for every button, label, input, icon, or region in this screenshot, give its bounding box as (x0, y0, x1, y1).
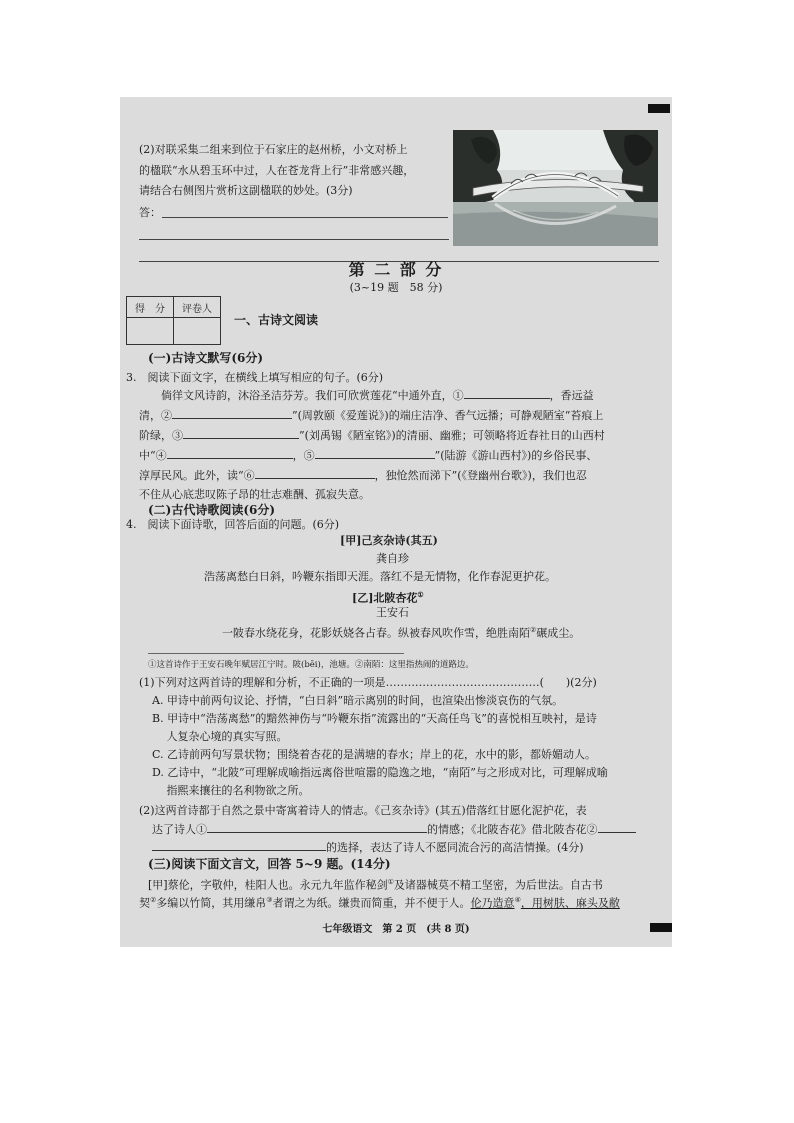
poem1-text: 浩荡离愁白日斜，吟鞭东指即天涯。落红不是无情物，化作春泥更护花。 (204, 570, 556, 583)
q2-answer-label: 答： (139, 206, 161, 219)
score-table (126, 296, 221, 345)
q2-line2: 的楹联“水从碧玉环中过，人在苍龙背上行”非常感兴趣， (139, 164, 415, 177)
q4-option-c[interactable]: C. 乙诗前两句写景状物；围绕着杏花的是满塘的春水；岸上的花，水中的影，都娇媚动人。 (152, 748, 597, 761)
exam-page (120, 97, 672, 947)
q3-line3: 清，② ”(周敦颐《爱莲说》)的端庄洁净、香气远播；可静观陋室“苔痕上 (139, 409, 604, 422)
poem2-text: 一陂春水绕花身，花影妖娆各占春。纵被春风吹作雪，绝胜南陌②碾成尘。 (222, 626, 581, 640)
q3-line5: 中“④ ，⑤ ”(陆游《游山西村》)的乡俗民事、 (139, 449, 598, 462)
q5-passage-line1: [甲]蔡伦，字敬仲，桂阳人也。永元九年监作秘剑①及诸器械莫不精工坚密，为后世法。自古书 (148, 878, 603, 892)
registration-mark-top (648, 104, 670, 113)
q4-sub1: (1)下列对这两首诗的理解和分析，不正确的一项是……………………………………( )(2分) (139, 676, 597, 689)
score-cell[interactable] (127, 318, 174, 345)
q3-instruction: 3. 阅读下面文字，在横线上填写相应的句子。(6分) (126, 371, 384, 384)
part-two-title: 第 二 部 分 (348, 260, 444, 279)
score-header: 得 分 (127, 297, 174, 318)
blank-3[interactable] (183, 427, 299, 439)
q4-option-d-line2: 指熙来攘往的名利物欲之所。 (152, 784, 310, 797)
poem2-title: [乙]北陂杏花① (352, 590, 424, 605)
q2-line1: (2)对联采集二组来到位于石家庄的赵州桥，小文对桥上 (139, 143, 408, 156)
poem2-author: 王安石 (376, 606, 409, 619)
q3-line4: 阶绿，③ ”(刘禹锡《陋室铭》)的清丽、幽雅；可领略将近春社日的山西村 (139, 429, 605, 442)
q3-line7: 不住从心底悲叹陈子昂的壮志难酬、孤寂失意。 (139, 488, 370, 501)
blank-6[interactable] (255, 467, 375, 479)
q4-sub2-line1: (2)这两首诗都于自然之景中寄寓着诗人的情志。《己亥杂诗》(其五)借落红甘愿化泥护花，表 (139, 804, 587, 817)
footnote-divider (148, 653, 404, 654)
grader-header: 评卷人 (174, 297, 221, 318)
subsection-dictation-title: (一)古诗文默写(6分) (148, 351, 264, 365)
q2-line3: 请结合右侧图片赏析这副楹联的妙处。(3分) (139, 184, 353, 197)
subsection-classical-prose-title: (三)阅读下面文言文，回答 5~9 题。(14分) (148, 857, 391, 871)
part-two-subtitle: (3~19 题 58 分) (349, 281, 443, 294)
q3-line6: 淳厚民风。此外，读“⑥ ，独怆然而涕下”(《登幽州台歌》)，我们也忍 (139, 469, 587, 482)
poem1-title: [甲]己亥杂诗(其五) (340, 534, 438, 547)
q4-sub2-line3: 的选择，表达了诗人不愿同流合污的高洁情操。(4分) (152, 839, 584, 855)
answer-line-2[interactable] (139, 239, 449, 240)
blank-poem-2[interactable] (598, 821, 636, 833)
zhaozhou-bridge-photo (453, 130, 658, 246)
q4-sub2-line2: 达了诗人① 的情感；《北陂杏花》借北陂杏花② (152, 821, 636, 837)
blank-1[interactable] (464, 387, 550, 399)
bridge-photo-image (453, 130, 658, 246)
page-footer: 七年级语文 第 2 页 (共 8 页) (322, 924, 470, 935)
q4-option-a[interactable]: A. 甲诗中前两句议论、抒情，“白日斜”暗示离别的时间，也渲染出惨淡哀伤的气氛。 (152, 694, 564, 707)
q4-option-b-line2: 人复杂心境的真实写照。 (152, 730, 288, 743)
answer-line-1[interactable] (162, 217, 448, 218)
poem1-author: 龚自珍 (376, 552, 409, 565)
q4-option-d-line1[interactable]: D. 乙诗中，“北陂”可理解成喻指远离俗世喧嚣的隐逸之地，“南陌”与之形成对比，可理解成喻 (152, 766, 608, 779)
grader-cell[interactable] (174, 318, 221, 345)
q5-passage-line2: 契②多编以竹简，其用缣帛③者谓之为纸。缣贵而简重，并不便于人。伦乃造意④，用树肤、麻头及敝 (139, 896, 620, 910)
section-ancient-poetry-title: 一、古诗文阅读 (234, 313, 319, 327)
poem-footnote: ①这首诗作于王安石晚年赋居江宁时。陂(bēi)，池塘。②南陌：这里指热闹的道路边。 (148, 660, 474, 670)
blank-2[interactable] (172, 407, 292, 419)
blank-poem-2-cont[interactable] (152, 839, 326, 851)
blank-5[interactable] (315, 447, 435, 459)
q4-option-b-line1[interactable]: B. 甲诗中“浩荡离愁”的黯然神伤与“吟鞭东指”流露出的“天高任鸟飞”的喜悦相互映衬，是诗 (152, 712, 597, 725)
q3-line2: 倘徉文风诗韵，沐浴圣洁芬芳。我们可欣赏莲花“中通外直，① ，香远益 (139, 389, 594, 402)
subsection-poetry-reading-title: (二)古代诗歌阅读(6分) (148, 503, 276, 517)
blank-4[interactable] (167, 447, 293, 459)
blank-poem-1[interactable] (207, 821, 427, 833)
q4-instruction: 4. 阅读下面诗歌，回答后面的问题。(6分) (126, 518, 340, 531)
